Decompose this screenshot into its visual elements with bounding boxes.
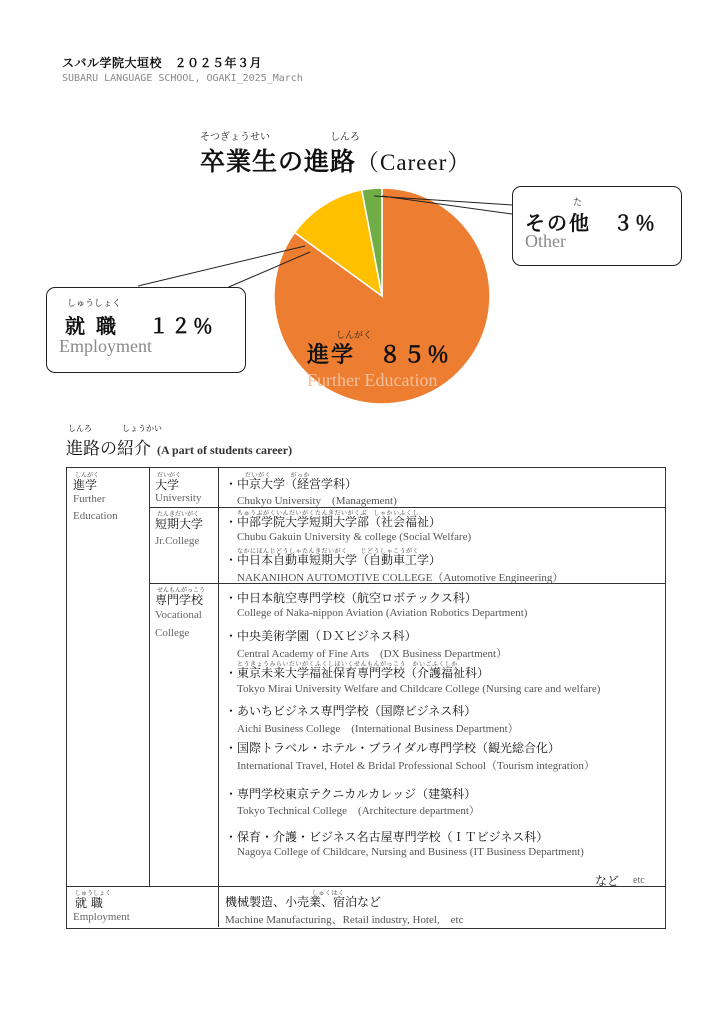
section-ruby-shinro: しんろ [68, 424, 92, 433]
school-item-en: Aichi Business College (International Business Department） [237, 723, 519, 735]
school-item-jp: ・中央美術学園（ＤＸビジネス科） [225, 629, 417, 643]
item-ruby: ちゅうぶがくいんだいがくたんきだいがくぶ しゃかいふくし [237, 510, 420, 517]
section-title [66, 423, 292, 459]
other-callout [512, 186, 682, 266]
etc-jp: など [595, 874, 620, 888]
title-jp: 卒業生の進路 [200, 147, 357, 176]
school-item-en: Tokyo Technical College (Architecture department） [237, 805, 480, 817]
junior-en: Jr.College [155, 535, 200, 547]
vocational-en1: Vocational [155, 609, 202, 621]
university-ruby: だいがく [157, 472, 182, 479]
school-item-en: International Travel, Hotel & Bridal Professional School（Tourism integration） [237, 760, 595, 772]
career-table [66, 467, 666, 929]
employment-row-ruby: しゅうしょく [75, 890, 112, 897]
school-header-en: SUBARU LANGUAGE SCHOOL, OGAKI_2025_March [62, 73, 303, 84]
school-item-jp: ・中日本自動車短期大学（自動車工学） [225, 553, 442, 567]
employment-row-jp: 就 職 [75, 896, 103, 910]
school-item-jp: ・中京大学（経営学科） [225, 477, 358, 491]
section-title-en: (A part of students career) [157, 443, 293, 457]
employment-detail-ruby: しゅくはく [312, 890, 345, 897]
employment-detail-jp: 機械製造、小売業、宿泊など [225, 895, 382, 909]
employment-callout [46, 287, 246, 373]
school-item-jp: ・専門学校東京テクニカルカレッジ（建築科） [225, 787, 477, 801]
employment-detail-en: Machine Manufacturing、Retail industry, Hotel, etc [225, 914, 464, 926]
further-cell-en2: Education [73, 510, 118, 522]
section-title-jp: 進路の紹介 [66, 439, 151, 459]
title-ruby-shinro: しんろ [330, 132, 360, 143]
school-header-jp: スバル学院大垣校 ２０２５年３月 [62, 56, 263, 70]
employment-label-en: Employment [59, 336, 152, 356]
vocational-en2: College [155, 627, 190, 639]
title-en: （Career） [356, 150, 472, 175]
item-ruby: だいがく がっか [245, 472, 311, 479]
school-item-en: Chukyo University (Management) [237, 495, 397, 507]
further-cell-jp: 進学 [73, 478, 98, 492]
employment-row-en: Employment [73, 911, 130, 923]
junior-ruby: たんきだいがく [157, 511, 200, 518]
other-label-jp: その他 ３％ [525, 211, 657, 235]
school-item-en: Central Academy of Fine Arts (DX Business Department） [237, 648, 508, 660]
further-ruby: しんがく [336, 331, 373, 341]
table-divider [149, 468, 150, 886]
school-item-en: Nagoya College of Childcare, Nursing and Business (IT Business Department) [237, 846, 584, 858]
further-cell-ruby: しんがく [75, 472, 100, 479]
etc-en: etc [633, 875, 645, 886]
table-divider [67, 886, 665, 887]
other-label-en: Other [525, 231, 566, 251]
school-item-en: NAKANIHON AUTOMOTIVE COLLEGE（Automotive Engineering） [237, 572, 564, 584]
employment-ruby: しゅうしょく [67, 299, 122, 309]
further-cell-en1: Further [73, 493, 106, 505]
table-divider [218, 468, 219, 927]
school-item-en: Chubu Gakuin University & college (Social Welfare) [237, 531, 472, 543]
university-en: University [155, 492, 202, 504]
school-item-jp: ・あいちビジネス専門学校（国際ビジネス科） [225, 704, 477, 718]
item-ruby: なかにほんじどうしゃたんきだいがく じどうしゃこうがく [237, 548, 420, 555]
further-label-jp: 進学 ８５％ [307, 343, 452, 368]
employment-label-jp: 就 職 １２％ [65, 314, 215, 338]
school-item-jp: ・東京未来大学福祉保育専門学校（介護福祉科） [225, 666, 490, 680]
item-ruby: とうきょうみらいだいがくふくしほいくせんもんがっこう かいごふくしか [237, 661, 459, 668]
section-ruby-shoukai: しょうかい [122, 424, 162, 433]
further-label-en: Further Education [307, 370, 438, 390]
title-ruby-sotsugyousei: そつぎょうせい [200, 132, 270, 143]
other-ruby: た [573, 198, 583, 208]
junior-jp: 短期大学 [155, 517, 204, 531]
vocational-ruby: せんもんがっこう [157, 587, 206, 594]
school-item-jp: ・国際トラベル・ホテル・ブライダル専門学校（観光総合化） [225, 741, 561, 755]
school-item-en: College of Naka-nippon Aviation (Aviation Robotics Department) [237, 607, 528, 619]
school-item-jp: ・中日本航空専門学校（航空ロボテックス科） [225, 591, 477, 605]
school-item-jp: ・中部学院大学短期大学部（社会福祉） [225, 515, 442, 529]
school-item-jp: ・保育・介護・ビジネス名古屋専門学校（ＩＴビジネス科） [225, 830, 549, 844]
university-jp: 大学 [155, 478, 180, 492]
vocational-jp: 専門学校 [155, 593, 204, 607]
school-item-en: Tokyo Mirai University Welfare and Childcare College (Nursing care and welfare) [237, 683, 601, 695]
